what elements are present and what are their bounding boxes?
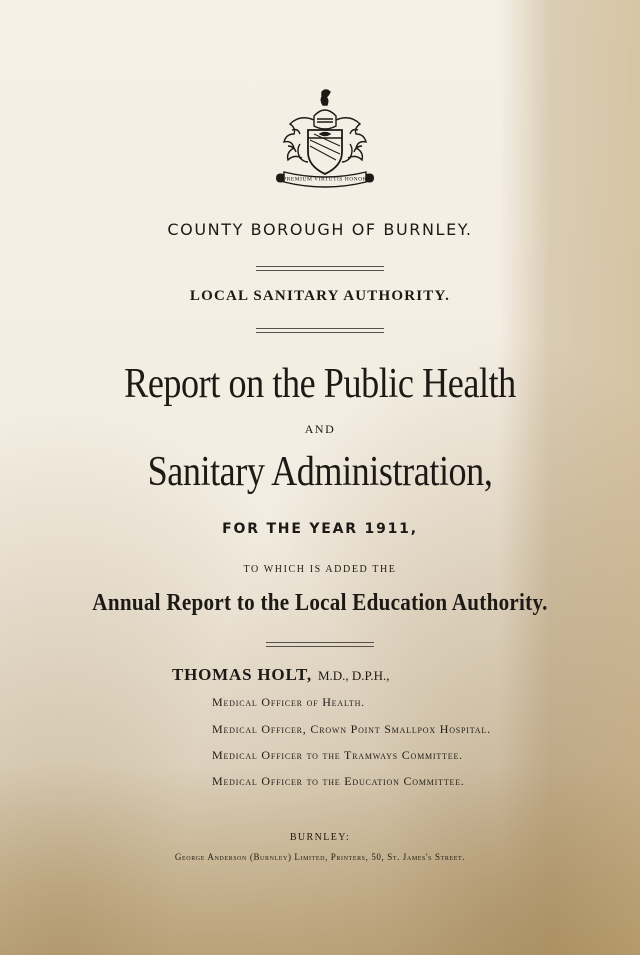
county-heading: COUNTY BOROUGH OF BURNLEY. [167, 220, 473, 239]
author-name: THOMAS HOLT, [172, 665, 312, 684]
author-degrees: M.D., D.P.H., [317, 668, 390, 683]
imprint-place: BURNLEY: [289, 832, 351, 843]
double-rule-divider [256, 266, 384, 271]
authority-heading: LOCAL SANITARY AUTHORITY. [189, 288, 451, 304]
annual-report-title: Annual Report to the Local Education Authority. [92, 590, 548, 616]
title-conjunction: AND [304, 422, 336, 436]
double-rule-divider [266, 642, 374, 647]
author-office: Medical Officer to the Tramways Committee. [212, 748, 463, 762]
author-office: Medical Officer of Health. [212, 695, 365, 709]
imprint-printer: George Anderson (Burnley) Limited, Printers, 50, St. James's Street. [174, 852, 466, 862]
author-line [172, 665, 389, 685]
motto-text: PREMIUM VIRTUTIS HONOR [283, 176, 367, 183]
report-title-line-1: Report on the Public Health [124, 361, 516, 407]
author-office: Medical Officer, Crown Point Smallpox Hospital. [212, 722, 491, 736]
double-rule-divider [256, 328, 384, 333]
author-office: Medical Officer to the Education Committee. [212, 774, 465, 788]
added-note: TO WHICH IS ADDED THE [243, 564, 397, 575]
report-year: FOR THE YEAR 1911, [222, 521, 418, 537]
report-title-line-2: Sanitary Administration, [147, 449, 493, 495]
coat-of-arms-icon [270, 86, 380, 196]
